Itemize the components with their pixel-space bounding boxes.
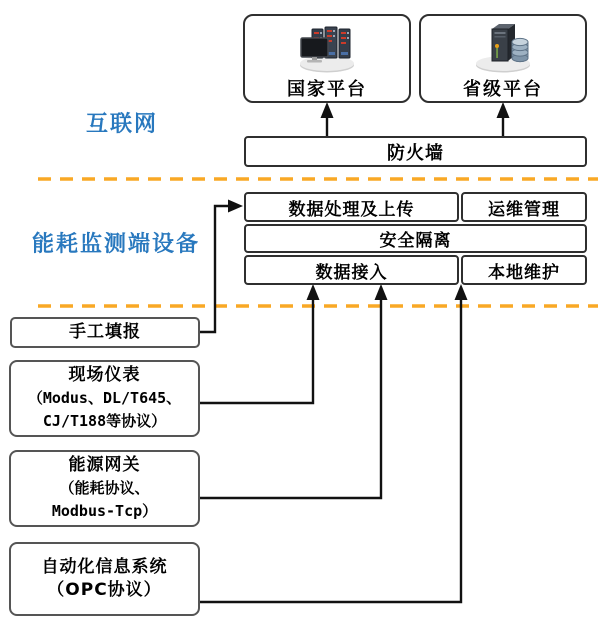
server-rack-monitor-icon xyxy=(294,22,360,74)
data-access-node xyxy=(244,255,459,285)
energy-gateway-protocols-line2: Modbus-Tcp） xyxy=(51,502,158,520)
energy-gateway-title: 能源网关 xyxy=(68,455,141,475)
firewall-node xyxy=(244,136,587,167)
field-instruments-protocols-line1: （Modus、DL/T645、 xyxy=(27,389,182,407)
manual-entry-label: 手工填报 xyxy=(69,322,141,342)
ops-management-label: 运维管理 xyxy=(488,199,560,220)
provincial-platform-node xyxy=(419,14,587,103)
field-instruments-node xyxy=(9,360,200,437)
arrowhead-manual-to-processing xyxy=(228,200,243,213)
arrowhead-automation-to-access xyxy=(455,284,468,300)
automation-system-node xyxy=(9,542,200,616)
national-platform-node xyxy=(243,14,411,103)
manual-entry-node xyxy=(10,317,200,348)
arrow-automation-to-access xyxy=(200,296,461,602)
arrow-gateway-to-access xyxy=(200,296,381,498)
arrowhead-gateway-to-access xyxy=(375,284,388,300)
arrowhead-firewall-to-provincial xyxy=(497,102,510,118)
data-access-label: 数据接入 xyxy=(315,262,388,283)
arrowhead-instruments-to-access xyxy=(307,284,320,300)
firewall-label: 防火墙 xyxy=(387,142,444,164)
device-zone-label: 能耗监测端设备 xyxy=(32,232,201,257)
local-maintenance-label: 本地维护 xyxy=(488,262,560,283)
national-platform-label: 国家平台 xyxy=(287,79,367,100)
arrow-instruments-to-access xyxy=(200,296,313,403)
server-tower-database-icon xyxy=(470,22,536,74)
arrow-manual-to-processing xyxy=(198,206,232,332)
internet-zone-label: 互联网 xyxy=(86,112,159,137)
energy-gateway-protocols-line1: （能耗协议、 xyxy=(59,479,150,497)
data-processing-upload-node xyxy=(244,192,459,222)
security-isolation-node xyxy=(244,224,587,253)
data-processing-upload-label: 数据处理及上传 xyxy=(288,199,415,220)
provincial-platform-label: 省级平台 xyxy=(463,79,543,100)
ops-management-node xyxy=(461,192,587,222)
energy-gateway-node xyxy=(9,450,200,527)
field-instruments-protocols-line2: CJ/T188等协议） xyxy=(42,412,167,430)
automation-system-title: 自动化信息系统 xyxy=(41,557,168,577)
automation-system-protocol: （OPC协议） xyxy=(47,580,162,600)
security-isolation-label: 安全隔离 xyxy=(379,231,452,251)
arrowhead-firewall-to-national xyxy=(321,102,334,118)
local-maintenance-node xyxy=(461,255,587,285)
field-instruments-title: 现场仪表 xyxy=(68,365,141,385)
